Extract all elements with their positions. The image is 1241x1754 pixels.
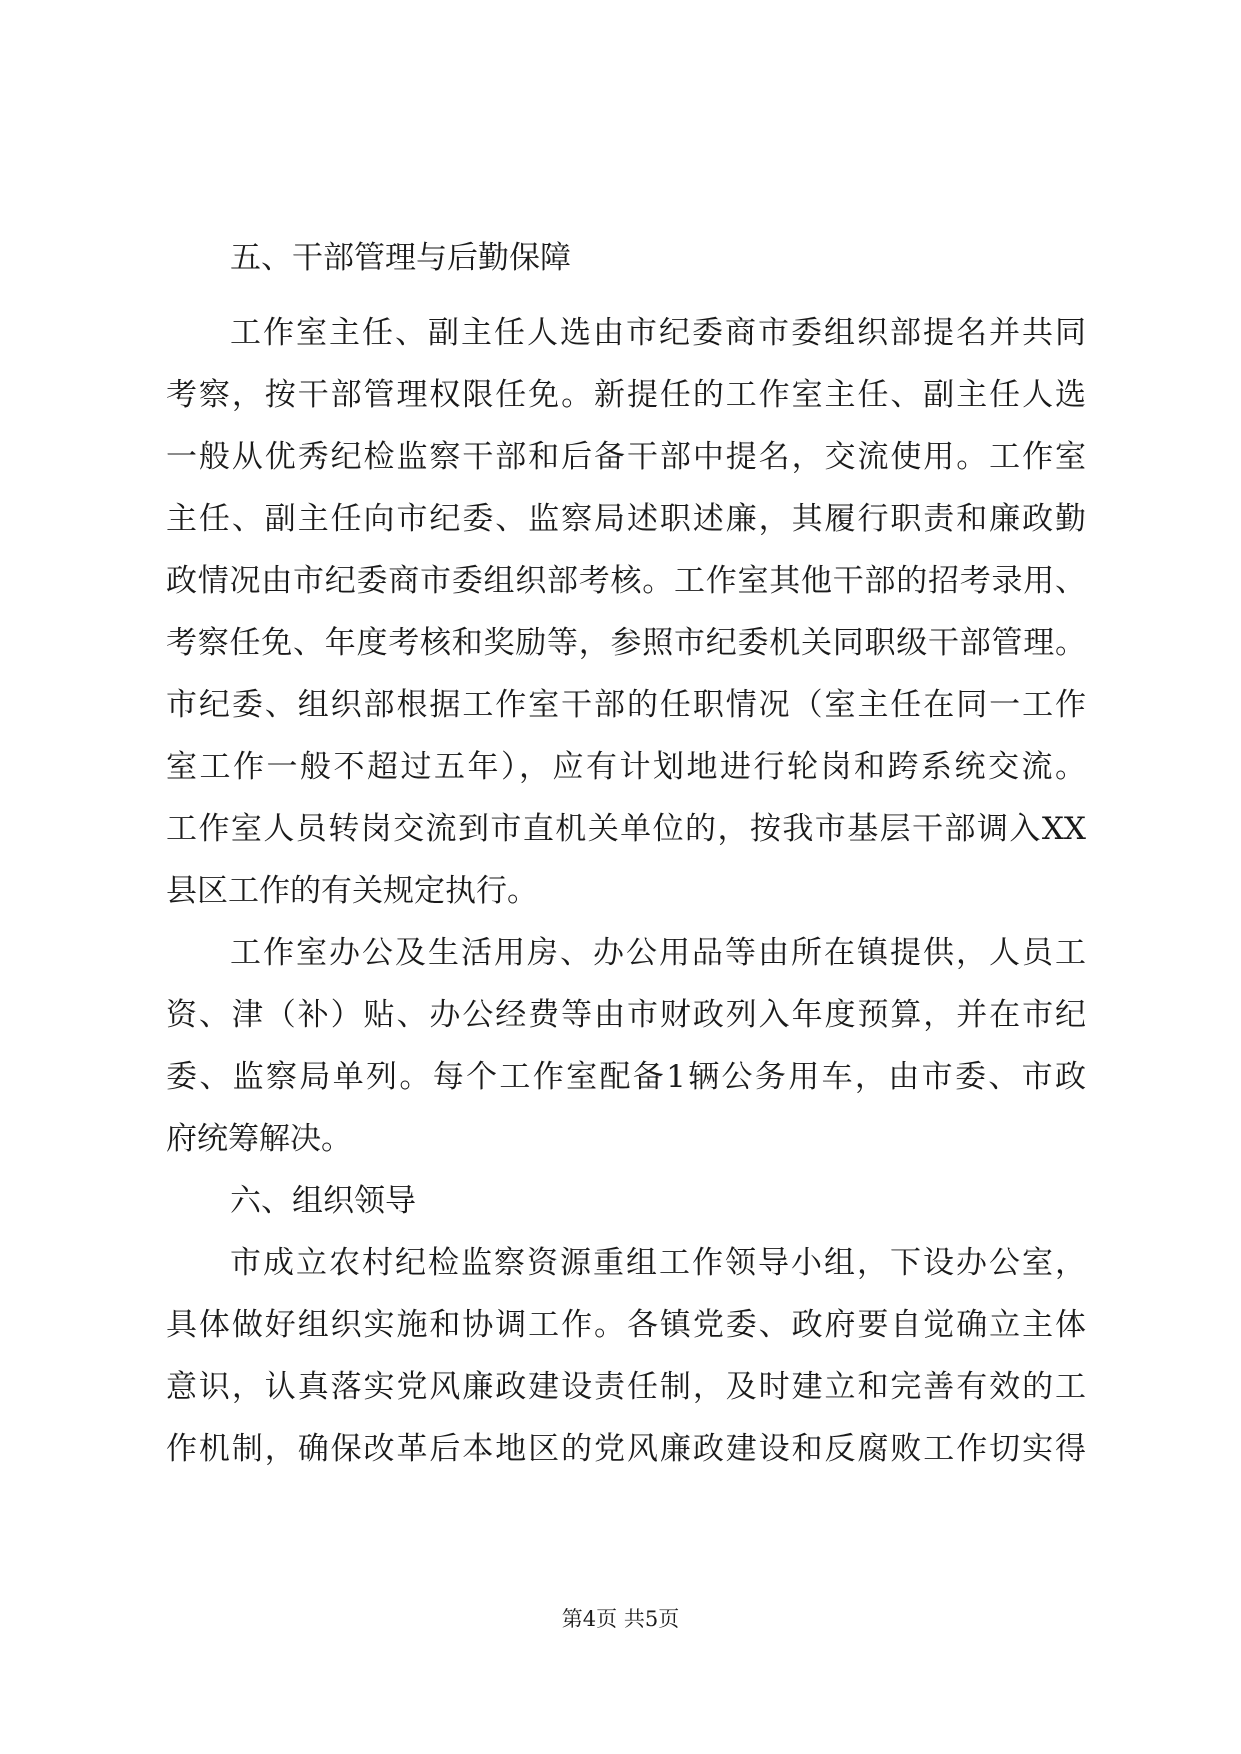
paragraph-line: 府统筹解决。 [166,1121,352,1157]
paragraph-line: 县区工作的有关规定执行。 [166,873,538,909]
paragraph-line: 工作室办公及生活用房、办公用品等由所在镇提供，人员工 [230,935,1086,971]
paragraph-line: 工作室人员转岗交流到市直机关单位的，按我市基层干部调入XX [166,811,1086,847]
paragraph-line: 作机制，确保改革后本地区的党风廉政建设和反腐败工作切实得 [166,1431,1086,1467]
paragraph-line: 政情况由市纪委商市委组织部考核。工作室其他干部的招考录用、 [166,563,1086,599]
paragraph-line: 市纪委、组织部根据工作室干部的任职情况（室主任在同一工作 [166,687,1086,723]
paragraph-line: 考察，按干部管理权限任免。新提任的工作室主任、副主任人选 [166,377,1086,413]
paragraph-line: 意识，认真落实党风廉政建设责任制，及时建立和完善有效的工 [166,1369,1086,1405]
paragraph-line: 市成立农村纪检监察资源重组工作领导小组，下设办公室， [230,1245,1086,1281]
paragraph-line: 一般从优秀纪检监察干部和后备干部中提名，交流使用。工作室 [166,439,1086,475]
paragraph-line: 资、津（补）贴、办公经费等由市财政列入年度预算，并在市纪 [166,997,1086,1033]
paragraph-line: 工作室主任、副主任人选由市纪委商市委组织部提名并共同 [230,315,1086,351]
section-heading-6: 六、组织领导 [230,1183,416,1219]
paragraph-line: 考察任免、年度考核和奖励等，参照市纪委机关同职级干部管理。 [166,625,1086,661]
paragraph-line: 主任、副主任向市纪委、监察局述职述廉，其履行职责和廉政勤 [166,501,1086,537]
paragraph-line: 室工作一般不超过五年），应有计划地进行轮岗和跨系统交流。 [166,749,1086,785]
page-number-footer: 第4页 共5页 [561,1607,680,1631]
paragraph-line: 委、监察局单列。每个工作室配备1辆公务用车，由市委、市政 [166,1059,1086,1095]
section-heading-5: 五、干部管理与后勤保障 [230,240,571,276]
paragraph-line: 具体做好组织实施和协调工作。各镇党委、政府要自觉确立主体 [166,1307,1086,1343]
